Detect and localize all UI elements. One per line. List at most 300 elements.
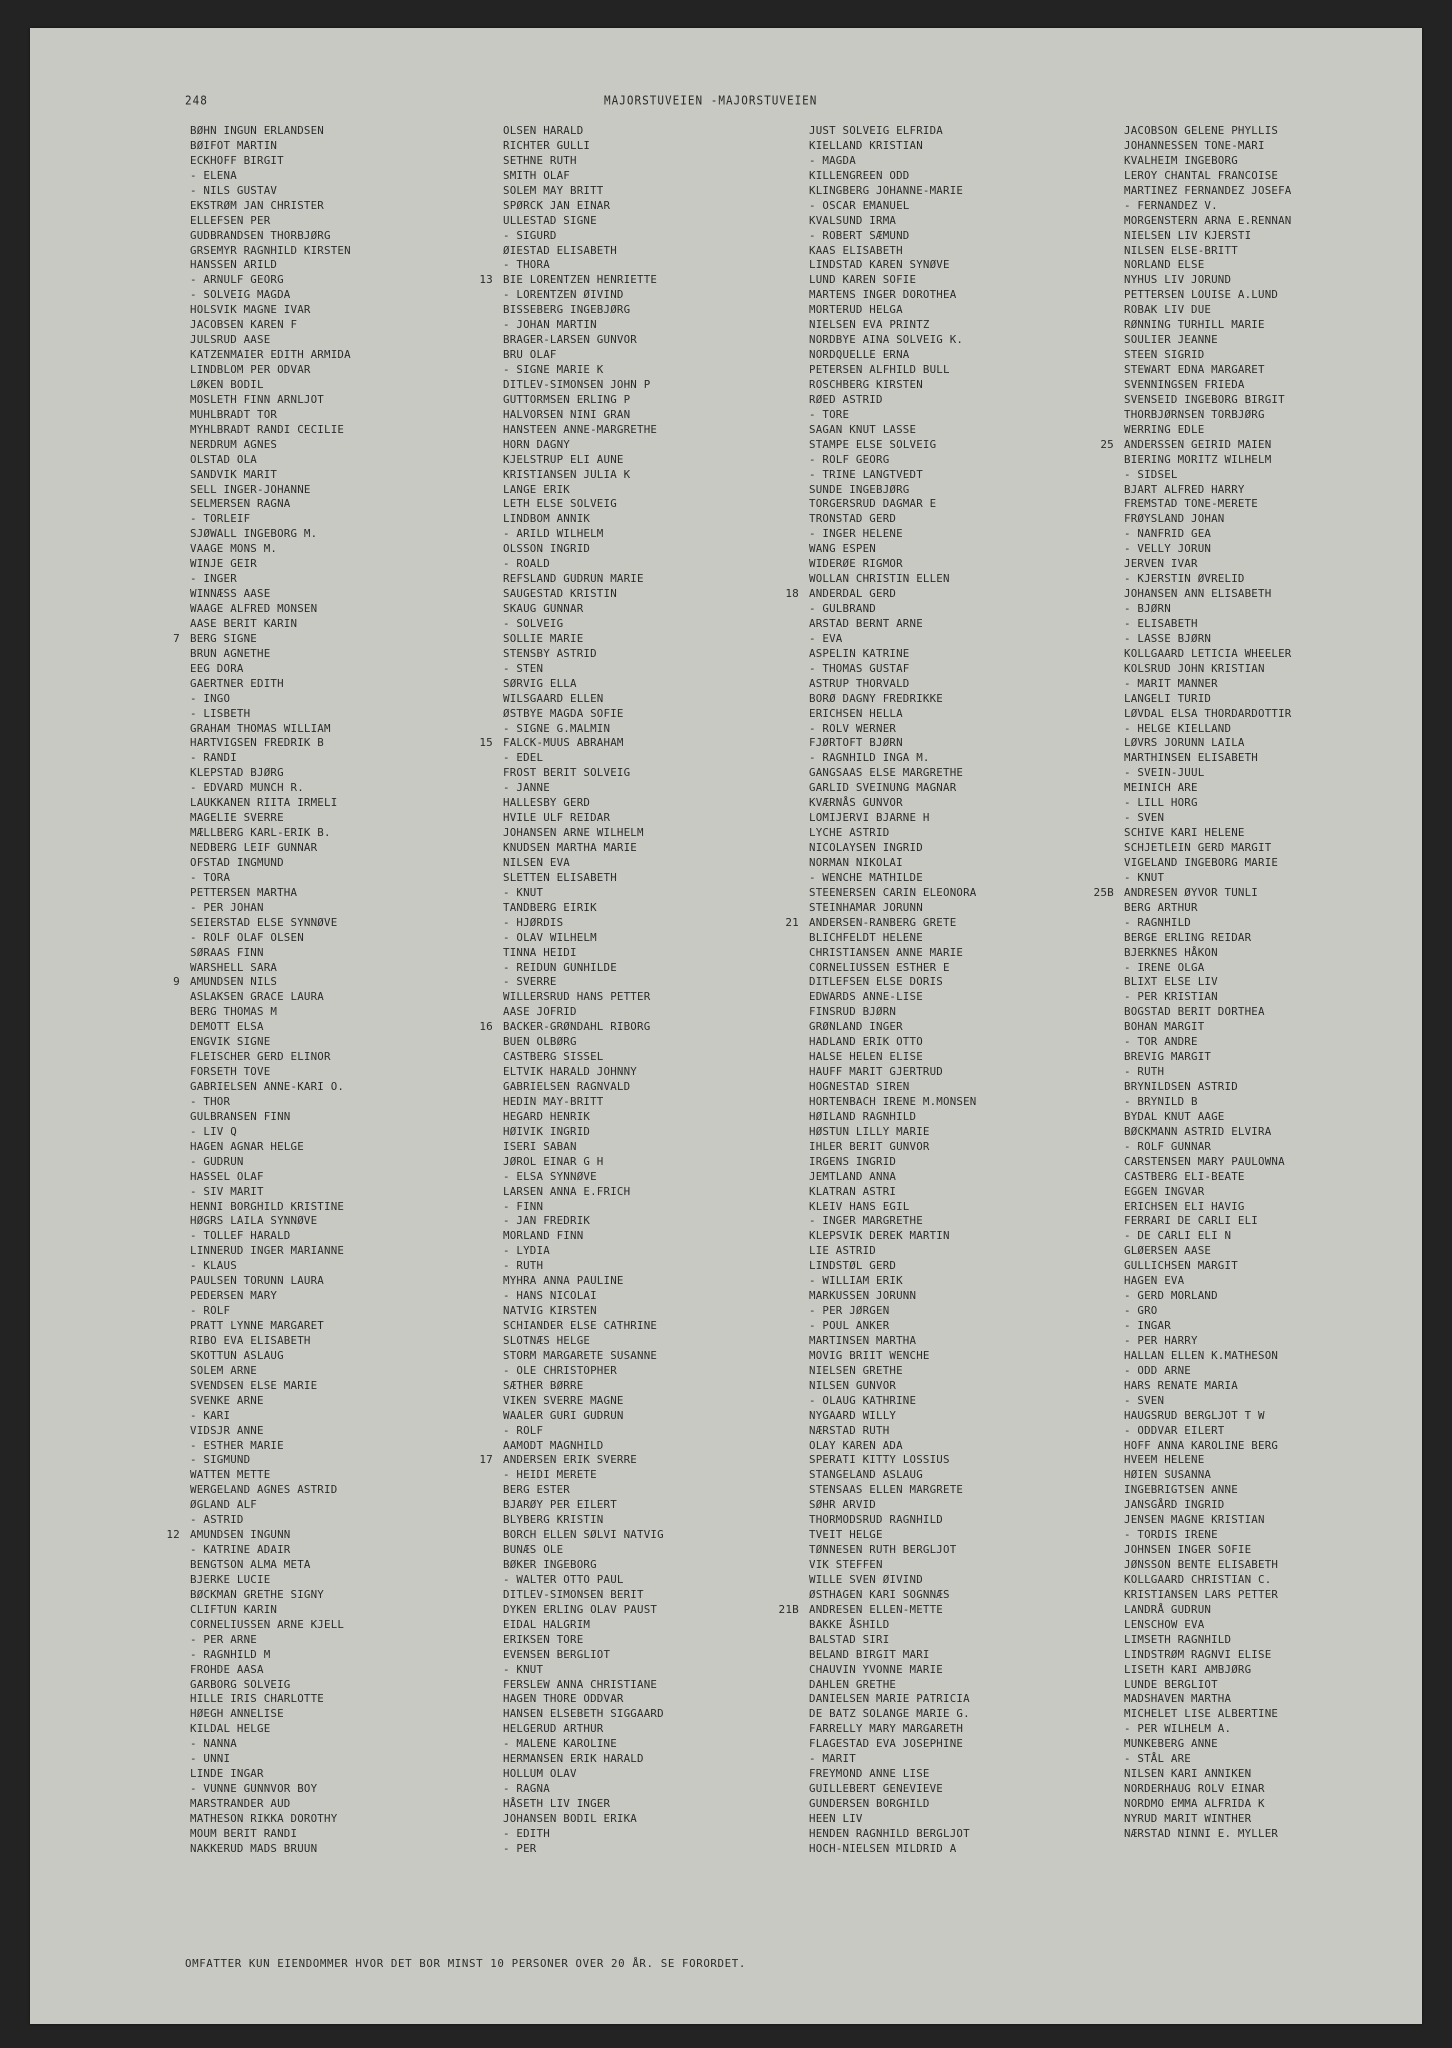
resident-name: - SIGURD bbox=[503, 228, 557, 242]
house-number: 21B bbox=[778, 1602, 799, 1616]
resident-entry bbox=[809, 677, 1139, 692]
resident-entry bbox=[503, 423, 833, 438]
resident-name: FREYMOND ANNE LISE bbox=[809, 1767, 930, 1781]
resident-entry bbox=[809, 393, 1139, 408]
resident-entry bbox=[1124, 1528, 1452, 1543]
resident-name: - ARILD WILHELM bbox=[503, 527, 604, 541]
resident-name: PAULSEN TORUNN LAURA bbox=[190, 1274, 325, 1288]
resident-name: FINSRUD BJØRN bbox=[809, 1005, 897, 1019]
resident-name: ØGLAND ALF bbox=[190, 1498, 258, 1512]
resident-name: ASTRUP THORVALD bbox=[809, 676, 910, 690]
resident-name: - INGAR bbox=[1124, 1319, 1171, 1332]
resident-entry bbox=[1124, 1035, 1452, 1050]
resident-entry bbox=[190, 288, 520, 303]
resident-entry bbox=[190, 468, 520, 483]
resident-entry bbox=[503, 1782, 833, 1797]
resident-entry bbox=[503, 1319, 833, 1334]
resident-entry bbox=[1124, 1424, 1452, 1439]
resident-entry bbox=[1124, 124, 1452, 139]
resident-name: OFSTAD INGMUND bbox=[190, 855, 284, 869]
resident-entry bbox=[1124, 497, 1452, 512]
resident-name: HAGEN AGNAR HELGE bbox=[190, 1139, 304, 1153]
resident-name: KILDAL HELGE bbox=[190, 1722, 271, 1736]
resident-name: - KJERSTIN ØVRELID bbox=[1124, 572, 1245, 586]
resident-entry bbox=[809, 1334, 1139, 1349]
resident-name: - PER KRISTIAN bbox=[1124, 990, 1218, 1004]
resident-name: - KATRINE ADAIR bbox=[190, 1543, 291, 1557]
resident-name: - RUTH bbox=[503, 1259, 544, 1273]
resident-entry bbox=[190, 1424, 520, 1439]
resident-name: EGGEN INGVAR bbox=[1124, 1184, 1205, 1198]
resident-entry bbox=[809, 856, 1139, 871]
resident-name: SVENNINGSEN FRIEDA bbox=[1124, 377, 1245, 391]
resident-name: OLAY KAREN ADA bbox=[809, 1438, 903, 1452]
resident-name: HOLSVIK MAGNE IVAR bbox=[190, 303, 311, 317]
resident-entry bbox=[503, 1439, 833, 1454]
resident-name: - NILS GUSTAV bbox=[190, 183, 278, 197]
resident-entry bbox=[190, 766, 520, 781]
resident-name: BISSEBERG INGEBJØRG bbox=[503, 303, 631, 317]
resident-name: - PER bbox=[503, 1841, 537, 1855]
resident-name: BUEN OLBØRG bbox=[503, 1035, 577, 1049]
resident-entry bbox=[190, 692, 520, 707]
resident-name: KOLLGAARD CHRISTIAN C. bbox=[1124, 1572, 1272, 1586]
resident-name: BRAGER-LARSEN GUNVOR bbox=[503, 333, 638, 347]
resident-entry bbox=[503, 1409, 833, 1424]
resident-entry bbox=[503, 1125, 833, 1140]
resident-name: SØHR ARVID bbox=[809, 1498, 877, 1512]
resident-entry bbox=[190, 199, 520, 214]
resident-name: MÆLLBERG KARL-ERIK B. bbox=[190, 826, 331, 840]
resident-name: MORGENSTERN ARNA E.RENNAN bbox=[1124, 213, 1292, 227]
resident-name: MOUM BERIT RANDI bbox=[190, 1826, 298, 1840]
resident-entry bbox=[190, 527, 520, 542]
resident-name: - JOHAN MARTIN bbox=[503, 318, 597, 332]
resident-name: - ODDVAR EILERT bbox=[1124, 1423, 1225, 1437]
resident-entry bbox=[809, 1035, 1139, 1050]
resident-entry bbox=[809, 1349, 1139, 1364]
house-number: 21 bbox=[785, 915, 799, 929]
resident-entry bbox=[785, 587, 1139, 602]
resident-name: MARKUSSEN JORUNN bbox=[809, 1289, 917, 1303]
resident-entry bbox=[503, 662, 833, 677]
resident-name: - EDEL bbox=[503, 751, 544, 765]
resident-name: MARSTRANDER AUD bbox=[190, 1797, 291, 1810]
resident-name: WILLERSRUD HANS PETTER bbox=[503, 990, 651, 1004]
resident-name: RØED ASTRID bbox=[809, 392, 883, 406]
resident-name: NIELSEN GRETHE bbox=[809, 1363, 903, 1377]
resident-name: - PER ARNE bbox=[190, 1632, 258, 1646]
resident-entry bbox=[190, 497, 520, 512]
directory-column bbox=[778, 124, 1139, 1857]
resident-entry bbox=[190, 244, 520, 259]
resident-name: HADLAND ERIK OTTO bbox=[809, 1035, 923, 1049]
resident-name: SPØRCK JAN EINAR bbox=[503, 198, 611, 212]
resident-entry bbox=[1124, 483, 1452, 498]
resident-name: GANGSAAS ELSE MARGRETHE bbox=[809, 766, 964, 780]
resident-name: LENSCHOW EVA bbox=[1124, 1617, 1205, 1631]
resident-name: KLATRAN ASTRI bbox=[809, 1184, 897, 1198]
resident-entry bbox=[173, 631, 520, 647]
resident-name: SOLEM MAY BRITT bbox=[503, 183, 604, 197]
resident-name: - FERNANDEZ V. bbox=[1124, 198, 1218, 212]
resident-name: SEIERSTAD ELSE SYNNØVE bbox=[190, 915, 338, 929]
resident-entry bbox=[809, 826, 1139, 841]
resident-name: KIELLAND KRISTIAN bbox=[809, 138, 923, 152]
resident-entry bbox=[190, 1274, 520, 1289]
resident-name: NYHUS LIV JORUND bbox=[1124, 273, 1232, 287]
resident-entry bbox=[190, 1483, 520, 1498]
resident-name: WERRING EDLE bbox=[1124, 422, 1205, 436]
resident-name: FLAGESTAD EVA JOSEPHINE bbox=[809, 1737, 964, 1751]
resident-name: ERICHSEN HELLA bbox=[809, 706, 903, 720]
resident-entry bbox=[1124, 348, 1452, 363]
resident-name: LØVRS JORUNN LAILA bbox=[1124, 736, 1245, 750]
resident-entry bbox=[809, 990, 1139, 1005]
resident-entry bbox=[1124, 990, 1452, 1005]
resident-name: HØSTUN LILLY MARIE bbox=[809, 1124, 930, 1138]
resident-name: SOULIER JEANNE bbox=[1124, 333, 1218, 347]
resident-entry bbox=[190, 1797, 520, 1812]
resident-name: CORNELIUSSEN ARNE KJELL bbox=[190, 1617, 345, 1631]
resident-name: BERG THOMAS M bbox=[190, 1005, 278, 1019]
resident-name: JØNSSON BENTE ELISABETH bbox=[1124, 1558, 1279, 1571]
resident-entry bbox=[1124, 408, 1452, 423]
resident-name: KOLLGAARD LETICIA WHEELER bbox=[1124, 646, 1292, 660]
resident-entry bbox=[1124, 1364, 1452, 1379]
resident-entry bbox=[190, 1573, 520, 1588]
resident-name: - SIGNE G.MALMIN bbox=[503, 721, 611, 735]
resident-entry bbox=[1124, 542, 1452, 557]
page-title: MAJORSTUVEIEN -MAJORSTUVEIEN bbox=[604, 93, 818, 108]
resident-entry bbox=[503, 258, 833, 273]
resident-entry bbox=[1124, 1498, 1452, 1513]
resident-entry bbox=[809, 692, 1139, 707]
resident-entry bbox=[1124, 1678, 1452, 1693]
resident-name: STEENERSEN CARIN ELEONORA bbox=[809, 885, 977, 899]
resident-entry bbox=[809, 1409, 1139, 1424]
resident-name: VIK STEFFEN bbox=[809, 1558, 883, 1571]
resident-entry bbox=[503, 811, 833, 826]
resident-entry bbox=[190, 587, 520, 602]
resident-name: INGEBRIGTSEN ANNE bbox=[1124, 1483, 1238, 1497]
resident-entry bbox=[809, 1797, 1139, 1812]
resident-entry bbox=[190, 990, 520, 1005]
resident-name: LINDSTAD KAREN SYNØVE bbox=[809, 258, 950, 272]
resident-name: THORBJØRNSEN TORBJØRG bbox=[1124, 407, 1265, 421]
resident-name: GUILLEBERT GENEVIEVE bbox=[809, 1782, 944, 1796]
resident-name: HOFF ANNA KAROLINE BERG bbox=[1124, 1438, 1279, 1452]
resident-name: MORTERUD HELGA bbox=[809, 303, 903, 317]
resident-entry bbox=[809, 766, 1139, 781]
resident-entry bbox=[809, 1229, 1139, 1244]
resident-name: SELL INGER-JOHANNE bbox=[190, 482, 311, 496]
resident-name: KAAS ELISABETH bbox=[809, 243, 903, 257]
resident-entry bbox=[190, 1633, 520, 1648]
resident-entry bbox=[809, 1648, 1139, 1663]
resident-entry bbox=[190, 512, 520, 527]
resident-name: BERG ESTER bbox=[503, 1483, 571, 1497]
resident-name: LINDE INGAR bbox=[190, 1767, 264, 1781]
resident-entry bbox=[1124, 453, 1452, 468]
resident-name: BELAND BIRGIT MARI bbox=[809, 1647, 930, 1661]
resident-name: - KLAUS bbox=[190, 1259, 237, 1273]
resident-name: OLSEN HARALD bbox=[503, 124, 584, 137]
resident-name: CASTBERG SISSEL bbox=[503, 1050, 604, 1064]
resident-entry bbox=[503, 692, 833, 707]
resident-name: TORGERSRUD DAGMAR E bbox=[809, 497, 937, 511]
resident-entry bbox=[503, 1737, 833, 1752]
resident-name: HALLAN ELLEN K.MATHESON bbox=[1124, 1348, 1279, 1362]
resident-name: PETERSEN ALFHILD BULL bbox=[809, 363, 950, 376]
resident-entry bbox=[1124, 736, 1452, 751]
resident-entry bbox=[809, 1722, 1139, 1737]
resident-entry bbox=[503, 1110, 833, 1125]
resident-name: BJARØY PER EILERT bbox=[503, 1498, 617, 1512]
resident-entry bbox=[809, 154, 1139, 169]
resident-name: JOHANSEN ARNE WILHELM bbox=[503, 826, 644, 840]
resident-name: - TOR ANDRE bbox=[1124, 1035, 1198, 1049]
resident-entry bbox=[809, 363, 1139, 378]
resident-name: JANSGÅRD INGRID bbox=[1124, 1498, 1225, 1512]
resident-entry bbox=[190, 542, 520, 557]
resident-name: NILSEN GUNVOR bbox=[809, 1378, 897, 1392]
resident-entry bbox=[190, 1827, 520, 1842]
resident-entry bbox=[1124, 169, 1452, 184]
resident-name: GRØNLAND INGER bbox=[809, 1020, 903, 1034]
resident-name: BACKER-GRØNDAHL RIBORG bbox=[503, 1020, 651, 1034]
resident-entry bbox=[190, 393, 520, 408]
resident-name: - SIV MARIT bbox=[190, 1184, 264, 1198]
resident-name: LETH ELSE SOLVEIG bbox=[503, 497, 617, 511]
resident-entry bbox=[809, 632, 1139, 647]
resident-name: SCHJETLEIN GERD MARGIT bbox=[1124, 841, 1272, 854]
resident-entry bbox=[503, 408, 833, 423]
resident-entry bbox=[1124, 468, 1452, 483]
resident-name: GUDBRANDSEN THORBJØRG bbox=[190, 228, 331, 242]
resident-name: LØKEN BODIL bbox=[190, 377, 264, 391]
resident-name: BERG ARTHUR bbox=[1124, 900, 1198, 914]
resident-entry bbox=[809, 1618, 1139, 1633]
resident-entry bbox=[190, 901, 520, 916]
resident-entry bbox=[190, 229, 520, 244]
resident-entry bbox=[503, 1050, 833, 1065]
resident-name: BORCH ELLEN SØLVI NATVIG bbox=[503, 1528, 664, 1542]
resident-name: NORDQUELLE ERNA bbox=[809, 348, 910, 362]
resident-name: BLIXT ELSE LIV bbox=[1124, 975, 1218, 989]
resident-entry bbox=[190, 1140, 520, 1155]
resident-entry bbox=[809, 975, 1139, 990]
resident-name: HØIEN SUSANNA bbox=[1124, 1468, 1212, 1482]
resident-name: - RAGNA bbox=[503, 1782, 550, 1796]
resident-entry bbox=[503, 1498, 833, 1513]
resident-name: FERRARI DE CARLI ELI bbox=[1124, 1214, 1259, 1228]
resident-entry bbox=[190, 1409, 520, 1424]
resident-entry bbox=[503, 1678, 833, 1693]
resident-name: HØIVIK INGRID bbox=[503, 1124, 591, 1138]
resident-name: HALLESBY GERD bbox=[503, 796, 591, 810]
resident-name: KRISTIANSEN JULIA K bbox=[503, 467, 631, 481]
resident-name: THORMODSRUD RAGNHILD bbox=[809, 1513, 944, 1527]
resident-name: BØKER INGEBORG bbox=[503, 1558, 597, 1571]
resident-entry bbox=[173, 975, 520, 990]
resident-entry bbox=[778, 1602, 1139, 1618]
resident-name: BOHAN MARGIT bbox=[1124, 1020, 1205, 1034]
resident-entry bbox=[809, 1185, 1139, 1200]
resident-name: SELMERSEN RAGNA bbox=[190, 497, 291, 511]
resident-entry bbox=[809, 1214, 1139, 1229]
resident-entry bbox=[809, 1005, 1139, 1020]
resident-entry bbox=[503, 990, 833, 1005]
resident-name: IHLER BERIT GUNVOR bbox=[809, 1139, 930, 1153]
resident-name: DYKEN ERLING OLAV PAUST bbox=[503, 1602, 658, 1616]
resident-entry bbox=[809, 1259, 1139, 1274]
resident-name: LANGE ERIK bbox=[503, 482, 571, 496]
resident-name: OLSTAD OLA bbox=[190, 452, 258, 466]
resident-name: BUNÆS OLE bbox=[503, 1543, 564, 1557]
resident-name: IRGENS INGRID bbox=[809, 1154, 897, 1168]
house-number: 25B bbox=[1093, 885, 1114, 899]
resident-entry bbox=[503, 1752, 833, 1767]
resident-entry bbox=[1124, 587, 1452, 602]
resident-name: GABRIELSEN RAGNVALD bbox=[503, 1080, 631, 1093]
resident-entry bbox=[190, 1185, 520, 1200]
resident-name: LINDBLOM PER ODVAR bbox=[190, 363, 311, 376]
resident-name: VAAGE MONS M. bbox=[190, 542, 278, 556]
resident-name: GARLID SVEINUNG MAGNAR bbox=[809, 781, 957, 795]
resident-name: - ROLF GUNNAR bbox=[1124, 1139, 1212, 1153]
resident-entry bbox=[503, 1095, 833, 1110]
resident-entry bbox=[809, 1289, 1139, 1304]
resident-entry bbox=[809, 1424, 1139, 1439]
resident-entry bbox=[190, 1767, 520, 1782]
resident-name: MEINICH ARE bbox=[1124, 781, 1198, 795]
resident-entry bbox=[1124, 1020, 1452, 1035]
resident-entry bbox=[809, 1737, 1139, 1752]
resident-name: DITLEV-SIMONSEN JOHN P bbox=[503, 377, 651, 391]
resident-name: MADSHAVEN MARTHA bbox=[1124, 1692, 1232, 1706]
resident-entry bbox=[190, 886, 520, 901]
resident-name: LINDBOM ANNIK bbox=[503, 512, 591, 526]
resident-entry bbox=[503, 856, 833, 871]
resident-name: NORMAN NIKOLAI bbox=[809, 855, 903, 869]
resident-entry bbox=[503, 542, 833, 557]
resident-entry bbox=[809, 1543, 1139, 1558]
resident-name: WINNÆSS AASE bbox=[190, 587, 271, 601]
footer-note: OMFATTER KUN EIENDOMMER HVOR DET BOR MINST 10 PERSONER OVER 20 ÅR. SE FORORDET. bbox=[185, 1957, 746, 1970]
resident-entry bbox=[503, 1259, 833, 1274]
resident-entry bbox=[1124, 961, 1452, 976]
resident-entry bbox=[1124, 1409, 1452, 1424]
resident-name: HALVORSEN NINI GRAN bbox=[503, 407, 631, 421]
resident-name: WINJE GEIR bbox=[190, 557, 258, 571]
resident-entry bbox=[190, 363, 520, 378]
resident-entry bbox=[503, 1618, 833, 1633]
resident-entry bbox=[809, 1678, 1139, 1693]
resident-name: EIDAL HALGRIM bbox=[503, 1617, 591, 1631]
resident-name: PETTERSEN MARTHA bbox=[190, 885, 298, 899]
resident-entry bbox=[503, 617, 833, 632]
resident-name: LANGELI TURID bbox=[1124, 691, 1212, 705]
resident-entry bbox=[190, 408, 520, 423]
resident-entry bbox=[503, 154, 833, 169]
resident-name: JACOBSEN KAREN F bbox=[190, 318, 298, 332]
resident-name: MOSLETH FINN ARNLJOT bbox=[190, 392, 325, 406]
resident-name: HORN DAGNY bbox=[503, 437, 571, 451]
resident-entry bbox=[1124, 1648, 1452, 1663]
resident-name: BRU OLAF bbox=[503, 348, 557, 362]
resident-name: - SOLVEIG MAGDA bbox=[190, 288, 291, 302]
resident-entry bbox=[1124, 1663, 1452, 1678]
resident-entry bbox=[809, 946, 1139, 961]
resident-entry bbox=[479, 1453, 833, 1468]
resident-name: HASSEL OLAF bbox=[190, 1169, 264, 1183]
resident-entry bbox=[1124, 1185, 1452, 1200]
resident-entry bbox=[1124, 916, 1452, 931]
resident-entry bbox=[1124, 214, 1452, 229]
resident-name: ØSTBYE MAGDA SOFIE bbox=[503, 706, 624, 720]
resident-entry bbox=[503, 1035, 833, 1050]
resident-entry bbox=[1124, 1334, 1452, 1349]
resident-name: MARTENS INGER DOROTHEA bbox=[809, 288, 957, 302]
resident-name: SANDVIK MARIT bbox=[190, 467, 278, 481]
resident-entry bbox=[1124, 303, 1452, 318]
resident-entry bbox=[503, 1663, 833, 1678]
resident-name: VIKEN SVERRE MAGNE bbox=[503, 1393, 624, 1407]
resident-entry bbox=[503, 677, 833, 692]
resident-entry bbox=[1124, 1439, 1452, 1454]
resident-name: - DE CARLI ELI N bbox=[1124, 1229, 1232, 1243]
resident-name: ANDERDAL GERD bbox=[809, 587, 897, 601]
resident-name: HØGRS LAILA SYNNØVE bbox=[190, 1214, 318, 1228]
resident-entry bbox=[809, 1827, 1139, 1842]
resident-entry bbox=[809, 1439, 1139, 1454]
resident-name: ANDERSEN ERIK SVERRE bbox=[503, 1453, 638, 1467]
resident-entry bbox=[190, 438, 520, 453]
resident-name: - EDITH bbox=[503, 1826, 550, 1840]
resident-name: DAHLEN GRETHE bbox=[809, 1677, 897, 1691]
resident-name: GUNDERSEN BORGHILD bbox=[809, 1797, 930, 1810]
resident-entry bbox=[190, 961, 520, 976]
resident-name: NORLAND ELSE bbox=[1124, 258, 1205, 272]
resident-name: - SVERRE bbox=[503, 975, 557, 989]
resident-entry bbox=[503, 1170, 833, 1185]
resident-entry bbox=[1124, 333, 1452, 348]
resident-name: BERGE ERLING REIDAR bbox=[1124, 930, 1252, 944]
resident-entry bbox=[809, 1394, 1139, 1409]
resident-entry bbox=[809, 1842, 1139, 1857]
resident-entry bbox=[190, 1663, 520, 1678]
resident-name: - ROBERT SÆMUND bbox=[809, 228, 910, 242]
resident-entry bbox=[809, 124, 1139, 139]
resident-entry bbox=[503, 931, 833, 946]
resident-entry bbox=[190, 423, 520, 438]
resident-name: KVALSUND IRMA bbox=[809, 213, 897, 227]
resident-entry bbox=[1124, 184, 1452, 199]
resident-entry bbox=[190, 572, 520, 587]
resident-name: MOVIG BRIIT WENCHE bbox=[809, 1348, 930, 1362]
resident-entry bbox=[1124, 826, 1452, 841]
resident-entry bbox=[1100, 437, 1452, 453]
resident-entry bbox=[1124, 602, 1452, 617]
resident-entry bbox=[190, 1319, 520, 1334]
resident-name: LANDRÅ GUDRUN bbox=[1124, 1602, 1212, 1616]
resident-entry bbox=[1124, 781, 1452, 796]
resident-entry bbox=[1124, 1379, 1452, 1394]
resident-entry bbox=[785, 915, 1139, 931]
resident-name: NAKKERUD MADS BRUUN bbox=[190, 1841, 318, 1855]
resident-entry bbox=[1124, 1797, 1452, 1812]
